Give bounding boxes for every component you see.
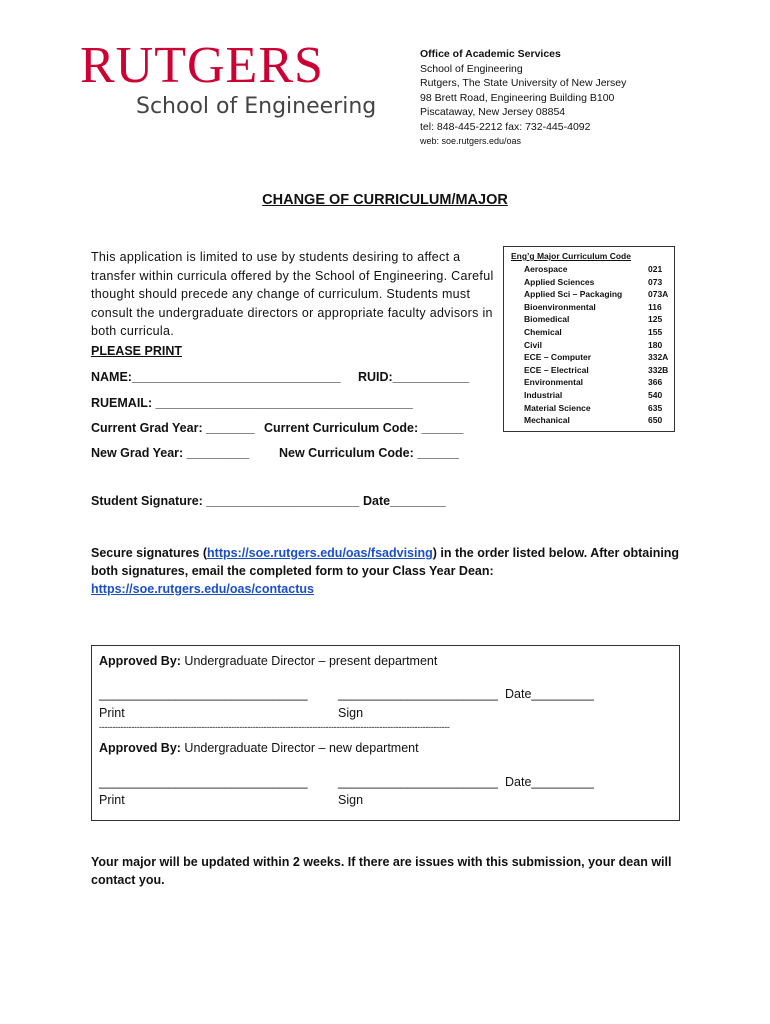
approval-new-text: Undergraduate Director – new department xyxy=(180,741,419,755)
new-print-label: Print xyxy=(99,793,125,807)
present-print-line[interactable]: ______________________________ xyxy=(99,687,308,701)
office-phone: tel: 848-445-2212 fax: 732-445-4092 xyxy=(420,120,591,133)
curriculum-code: 650 xyxy=(648,415,663,426)
present-date-line[interactable]: Date_________ xyxy=(505,687,594,701)
approvals-box xyxy=(91,645,680,821)
contactus-link[interactable]: https://soe.rutgers.edu/oas/contactus xyxy=(91,582,314,596)
curriculum-name: Civil xyxy=(524,339,542,350)
approved-by-label: Approved By: xyxy=(99,654,181,668)
curriculum-name: Industrial xyxy=(524,390,563,400)
approval-separator: ---------------------------------------------------------------------------------------------------------------------------------- xyxy=(99,722,450,732)
new-print-line[interactable]: ______________________________ xyxy=(99,775,308,789)
curriculum-name: Material Science xyxy=(524,402,591,413)
curriculum-code: 073 xyxy=(648,276,663,287)
office-web: web: soe.rutgers.edu/oas xyxy=(420,136,522,146)
curriculum-code: 635 xyxy=(648,402,663,413)
curriculum-name: Chemical xyxy=(524,327,562,337)
secure-prefix: Secure signatures ( xyxy=(91,546,208,560)
office-line: Rutgers, The State University of New Jersey xyxy=(420,77,627,89)
curriculum-name: Biomedical xyxy=(524,314,570,325)
curriculum-code: 073A xyxy=(648,289,669,300)
curriculum-name: Applied Sci – Packaging xyxy=(524,289,623,300)
curriculum-code: 125 xyxy=(648,314,663,325)
present-sign-label: Sign xyxy=(338,706,364,720)
curriculum-name: Applied Sciences xyxy=(524,276,595,287)
page-title: CHANGE OF CURRICULUM/MAJOR xyxy=(262,192,508,208)
fsadvising-link[interactable]: https://soe.rutgers.edu/oas/fsadvising xyxy=(207,546,433,560)
secure-signatures-text xyxy=(91,544,691,598)
curriculum-code: 155 xyxy=(648,327,663,337)
curriculum-code: 540 xyxy=(648,390,663,400)
logo-subtitle: School of Engineering xyxy=(136,94,377,119)
ruid-field[interactable]: RUID:___________ xyxy=(358,370,470,384)
new-date-line[interactable]: Date_________ xyxy=(505,775,594,789)
present-sign-line[interactable]: _______________________ xyxy=(338,687,498,701)
name-field[interactable]: NAME:______________________________ xyxy=(91,370,341,384)
new-sign-line[interactable]: _______________________ xyxy=(338,775,498,789)
curriculum-code: 332B xyxy=(648,364,669,375)
office-address-block xyxy=(420,47,626,149)
please-print-label: PLEASE PRINT xyxy=(91,344,182,358)
new-sign-label: Sign xyxy=(338,793,364,807)
new-curriculum-code-field[interactable]: New Curriculum Code: ______ xyxy=(279,446,459,460)
curriculum-name: ECE – Electrical xyxy=(524,364,589,375)
approval-new-heading xyxy=(99,741,419,755)
curriculum-name: Environmental xyxy=(524,377,584,388)
student-signature-field[interactable]: Student Signature: ______________________ xyxy=(91,494,360,508)
curriculum-name: ECE – Computer xyxy=(524,352,592,363)
office-name: Office of Academic Services xyxy=(420,48,561,60)
curriculum-code: 180 xyxy=(648,339,663,350)
current-curriculum-code-field[interactable]: Current Curriculum Code: ______ xyxy=(264,421,464,435)
footer-note: Your major will be updated within 2 weeks. If there are issues with this submission, your dean will contact you. xyxy=(91,855,672,887)
curriculum-code: 021 xyxy=(648,264,663,274)
present-print-label: Print xyxy=(99,706,125,720)
approved-by-label: Approved By: xyxy=(99,741,181,755)
curriculum-name: Aerospace xyxy=(524,264,568,274)
curriculum-name: Mechanical xyxy=(524,415,570,426)
curriculum-code: 366 xyxy=(648,377,663,388)
curriculum-code: 116 xyxy=(648,301,662,312)
student-date-field[interactable]: Date________ xyxy=(363,494,446,508)
curriculum-code: 332A xyxy=(648,352,669,363)
office-line: 98 Brett Road, Engineering Building B100 xyxy=(420,91,615,104)
secure-middle: ) in the order listed below. After obtaining both signatures, email the completed form to your Class Year Dean: xyxy=(91,546,680,578)
curriculum-codes-title: Eng’g Major Curriculum Code xyxy=(511,251,631,261)
office-line: School of Engineering xyxy=(420,62,523,75)
ruemail-field[interactable]: RUEMAIL: _____________________________________ xyxy=(91,396,413,410)
current-grad-year-field[interactable]: Current Grad Year: _______ xyxy=(91,421,255,435)
office-line: Piscataway, New Jersey 08854 xyxy=(420,106,566,118)
new-grad-year-field[interactable]: New Grad Year: _________ xyxy=(91,446,250,460)
approval-present-heading xyxy=(99,654,437,668)
curriculum-name: Bioenvironmental xyxy=(524,301,596,312)
intro-paragraph: This application is limited to use by students desiring to affect a transfer within curricula offered by the School of Engineering. Careful thought should precede any change of curriculum. Students must consult the undergraduate directors or appropriate faculty advisors in both curricula. xyxy=(91,250,494,338)
rutgers-logo: RUTGERS xyxy=(80,37,324,94)
approval-present-text: Undergraduate Director – present department xyxy=(180,654,438,668)
